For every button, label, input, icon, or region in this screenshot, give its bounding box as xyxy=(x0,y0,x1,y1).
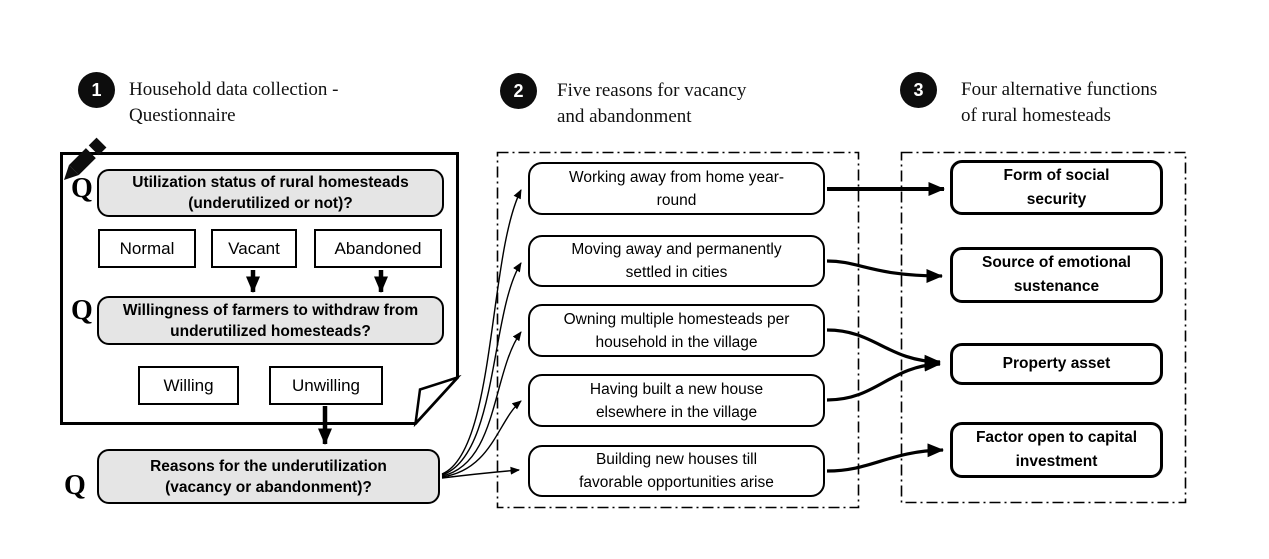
section-1-title-line2: Questionnaire xyxy=(129,105,236,126)
section-2-title-line1: Five reasons for vacancy xyxy=(557,80,747,101)
question-reasons: Reasons for the underutilization (vacancy or abandonment)? xyxy=(97,449,440,504)
q-mark-3: Q xyxy=(64,470,86,501)
question-willingness: Willingness of farmers to withdraw from underutilized homesteads? xyxy=(97,296,444,345)
arrow-q3-to-reason-2 xyxy=(442,263,521,475)
arrow-reason3-to-property-asset xyxy=(827,330,940,362)
option-vacant: Vacant xyxy=(211,229,297,268)
arrow-reason4-to-property-asset xyxy=(827,364,940,400)
section-1-title xyxy=(129,77,338,129)
option-abandoned: Abandoned xyxy=(314,229,442,268)
function-capital-investment: Factor open to capital investment xyxy=(950,422,1163,478)
step-2-number: 2 xyxy=(513,80,524,101)
arrow-reason5-to-capital-investment xyxy=(827,450,943,471)
reason-working-away: Working away from home year-round xyxy=(528,162,825,215)
step-3-badge xyxy=(900,72,937,108)
option-unwilling: Unwilling xyxy=(269,366,383,405)
reason-building-new-houses: Building new houses till favorable opportunities arise xyxy=(528,445,825,497)
question-utilization-status: Utilization status of rural homesteads (underutilized or not)? xyxy=(97,169,444,217)
section-2-title-line2: and abandonment xyxy=(557,106,692,127)
option-willing: Willing xyxy=(138,366,239,405)
reason-moving-away: Moving away and permanently settled in cities xyxy=(528,235,825,287)
reason-new-house-elsewhere: Having built a new house elsewhere in the village xyxy=(528,374,825,427)
q-mark-1: Q xyxy=(71,173,93,204)
arrow-q3-to-reason-1 xyxy=(442,190,521,474)
arrow-reason2-to-emotional-sustenance xyxy=(827,261,942,276)
page-fold-icon xyxy=(416,378,458,424)
section-3-title-line2: of rural homesteads xyxy=(961,105,1111,126)
step-1-badge xyxy=(78,72,115,108)
section-1-title-line1: Household data collection - xyxy=(129,79,339,100)
q-mark-2: Q xyxy=(71,295,93,326)
option-normal: Normal xyxy=(98,229,196,268)
step-3-number: 3 xyxy=(913,79,924,100)
section-3-title-line1: Four alternative functions xyxy=(961,79,1158,100)
section-3-title xyxy=(961,77,1157,129)
arrow-q3-to-reason-3 xyxy=(442,332,521,476)
step-1-number: 1 xyxy=(91,79,102,100)
section-2-title xyxy=(557,78,746,130)
function-social-security: Form of social security xyxy=(950,160,1163,215)
function-emotional-sustenance: Source of emotional sustenance xyxy=(950,247,1163,303)
reason-multiple-homesteads: Owning multiple homesteads per household in the village xyxy=(528,304,825,357)
function-property-asset: Property asset xyxy=(950,343,1163,385)
step-2-badge xyxy=(500,73,537,109)
